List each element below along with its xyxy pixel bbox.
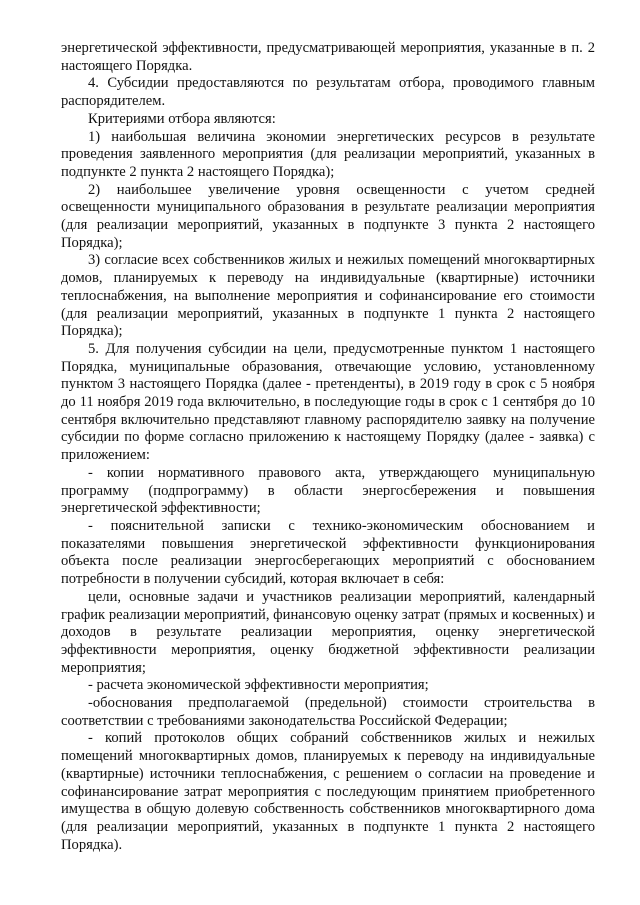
- paragraph-attachment-4: -обоснования предполагаемой (предельной) стоимости строительства в соответствии с требованиями законодательства Российской Федерации;: [61, 695, 595, 729]
- paragraph-criterion-1: 1) наибольшая величина экономии энергетических ресурсов в результате проведения заявленного мероприятия (для реализации мероприятий, указанных в подпункте 2 пункта 2 настоящего Порядка);: [61, 128, 595, 180]
- paragraph-continuation: энергетической эффективности, предусматривающей мероприятия, указанные в п. 2 настоящего Порядка.: [61, 40, 595, 74]
- document-body: [61, 40, 595, 854]
- paragraph-item-4: 4. Субсидии предоставляются по результатам отбора, проводимого главным распорядителем.: [61, 75, 595, 110]
- paragraph-criterion-3: 3) согласие всех собственников жилых и нежилых помещений многоквартирных домов, планируемых к переводу на индивидуальные (квартирные) источники теплоснабжения, на выполнение мероприятия и софинансирование его стоимости (для реализации мероприятий, указанных в подпункте 1 пункта 2 настоящего Порядка);: [61, 252, 595, 340]
- paragraph-criterion-2: 2) наибольшее увеличение уровня освещенности с учетом средней освещенности муниципального образования в результате реализации мероприятия (для реализации мероприятий, указанных в подпункте 3 пункта 2 настоящего Порядка);: [61, 181, 595, 251]
- paragraph-attachment-1: - копии нормативного правового акта, утверждающего муниципальную программу (подпрограмму) в области энергосбережения и повышения энергетической эффективности;: [61, 464, 595, 517]
- paragraph-criteria-heading: Критериями отбора являются:: [88, 110, 276, 127]
- paragraph-attachment-5: - копий протоколов общих собраний собственников жилых и нежилых помещений многоквартирных домов, планируемых к переводу на индивидуальные (квартирные) источники теплоснабжения, с решением о согласии на проведение и софинансирование затрат мероприятия с последующим принятием приобретенного имущества в общую долевую собственность собственников многоквартирного дома (для реализации мероприятий, указанных в подпункте 1 пункта 2 настоящего Порядка).: [61, 730, 595, 853]
- paragraph-attachment-3: - расчета экономической эффективности мероприятия;: [88, 677, 429, 694]
- paragraph-attachment-2: - пояснительной записки с технико-экономическим обоснованием и показателями повышения энергетической эффективности функционирования объекта после реализации энергосберегающих мероприятий с обоснованием потребности в получении субсидий, которая включает в себя:: [61, 517, 595, 588]
- paragraph-item-5: 5. Для получения субсидии на цели, предусмотренные пунктом 1 настоящего Порядка, муниципальные образования, отвечающие условию, установленному пунктом 3 настоящего Порядка (далее - претенденты), в 2019 году в срок с 5 ноября до 11 ноября 2019 года включительно, в последующие годы в срок с 1 сентября до 10 сентября включительно представляют главному распорядителю заявку на получение субсидии по форме согласно приложению к настоящему Порядку (далее - заявка) с приложением:: [61, 340, 595, 464]
- paragraph-attachment-2-details: цели, основные задачи и участников реализации мероприятий, календарный график реализации мероприятий, финансовую оценку затрат (прямых и косвенных) и доходов в результате реализации мероприятия, оценку энергетической эффективности мероприятия, оценку бюджетной эффективности реализации мероприятия;: [61, 588, 595, 676]
